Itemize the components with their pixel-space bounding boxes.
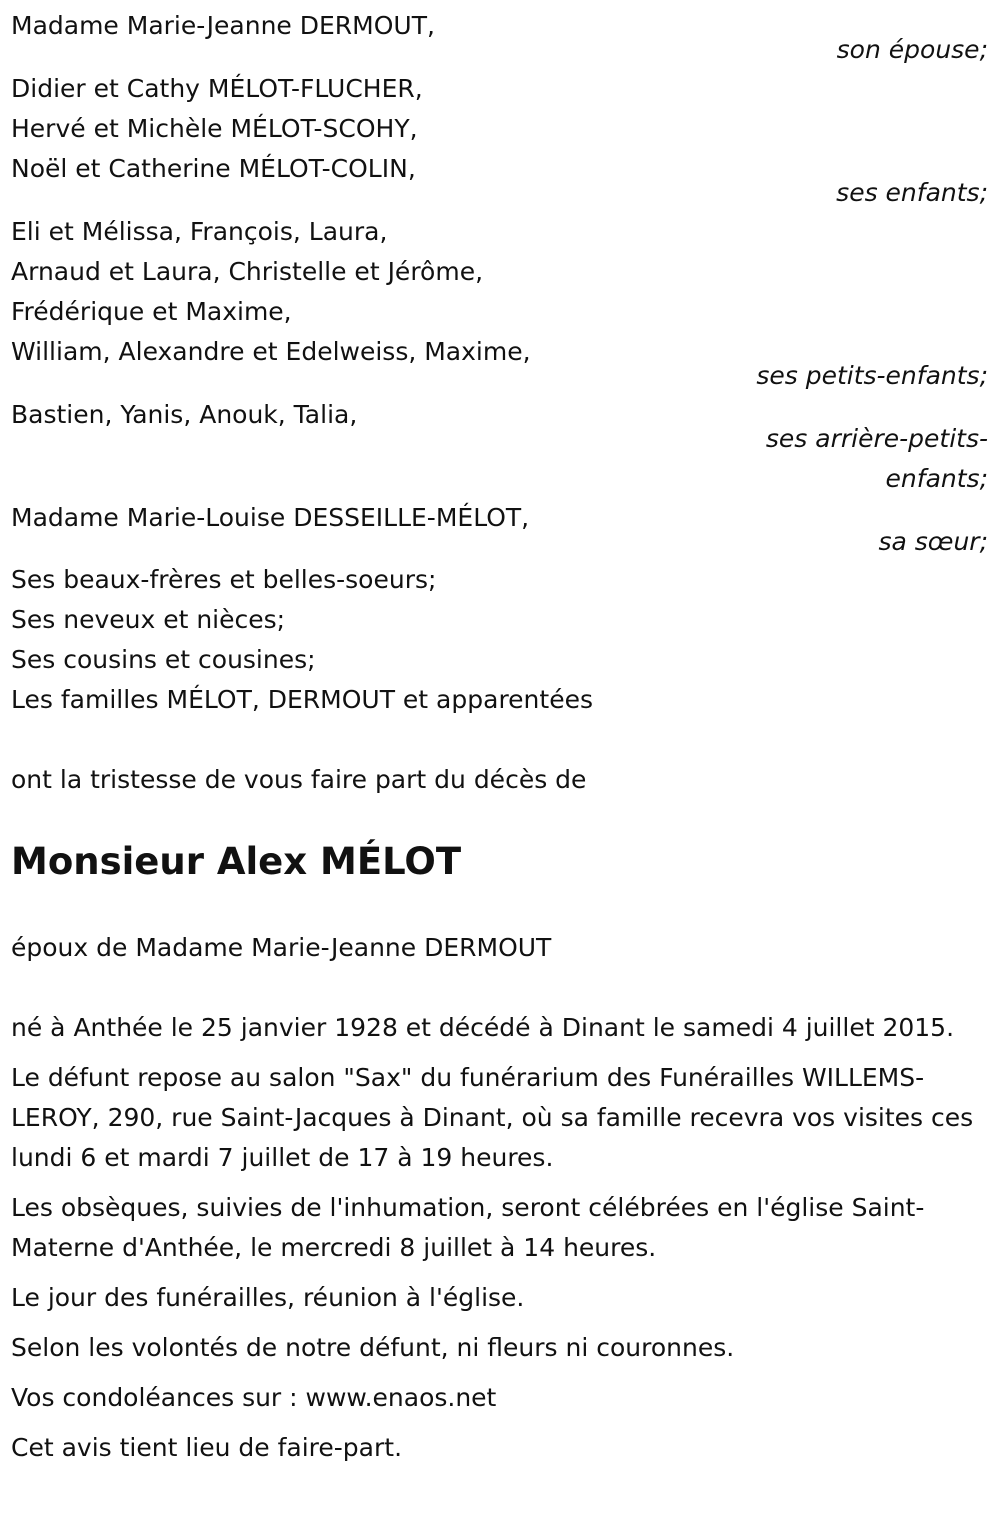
children-role: ses enfants; xyxy=(836,178,988,207)
spouse-block xyxy=(11,6,988,70)
children-block xyxy=(11,69,988,213)
family-line: Ses neveux et nièces; xyxy=(11,605,286,634)
deceased-name: Monsieur Alex MÉLOT xyxy=(11,840,462,883)
family-line: Ses beaux-frères et belles-soeurs; xyxy=(11,565,437,594)
family-block xyxy=(11,560,988,720)
child-line: Noël et Catherine MÉLOT-COLIN, xyxy=(11,154,416,183)
child-line: Didier et Cathy MÉLOT-FLUCHER, xyxy=(11,74,423,103)
grandchild-line: Frédérique et Maxime, xyxy=(11,297,292,326)
sister-role: sa sœur; xyxy=(878,527,988,556)
spouse-of-line: époux de Madame Marie-Jeanne DERMOUT xyxy=(11,933,552,962)
family-line: Ses cousins et cousines; xyxy=(11,645,316,674)
grandchild-line: Arnaud et Laura, Christelle et Jérôme, xyxy=(11,257,484,286)
family-line: Les familles MÉLOT, DERMOUT et apparentées xyxy=(11,685,593,714)
repose-paragraph: Le défunt repose au salon "Sax" du funérarium des Funérailles WILLEMS-LEROY, 290, rue Saint-Jacques à Dinant, où sa famille recevra vos visites ces lundi 6 et mardi 7 juillet de 17 à 19 heures. xyxy=(11,1063,974,1172)
spouse-role: son épouse; xyxy=(836,35,988,64)
child-line: Hervé et Michèle MÉLOT-SCOHY, xyxy=(11,114,418,143)
funeral-paragraph: Les obsèques, suivies de l'inhumation, seront célébrées en l'église Saint-Materne d'Anthée, le mercredi 8 juillet à 14 heures. xyxy=(11,1193,925,1262)
details-block xyxy=(11,1008,988,1478)
meeting-paragraph: Le jour des funérailles, réunion à l'église. xyxy=(11,1283,525,1312)
notice-paragraph: Cet avis tient lieu de faire-part. xyxy=(11,1433,403,1462)
birth-death-paragraph: né à Anthée le 25 janvier 1928 et décédé à Dinant le samedi 4 juillet 2015. xyxy=(11,1013,955,1042)
grandchildren-block xyxy=(11,212,988,396)
grandchildren-role: ses petits-enfants; xyxy=(756,361,988,390)
grandchild-line: William, Alexandre et Edelweiss, Maxime, xyxy=(11,337,531,366)
sister-block xyxy=(11,498,988,562)
announcement: ont la tristesse de vous faire part du décès de xyxy=(11,765,587,794)
great-grandchild-line: Bastien, Yanis, Anouk, Talia, xyxy=(11,400,358,429)
great-grandchildren-role-line2: enfants; xyxy=(885,464,988,493)
spouse-name: Madame Marie-Jeanne DERMOUT, xyxy=(11,11,435,40)
great-grandchildren-role-line1: ses arrière-petits- xyxy=(765,424,988,453)
wishes-paragraph: Selon les volontés de notre défunt, ni fleurs ni couronnes. xyxy=(11,1333,735,1362)
sister-name: Madame Marie-Louise DESSEILLE-MÉLOT, xyxy=(11,503,530,532)
grandchild-line: Eli et Mélissa, François, Laura, xyxy=(11,217,388,246)
great-grandchildren-block xyxy=(11,395,988,499)
condolences-paragraph: Vos condoléances sur : www.enaos.net xyxy=(11,1383,497,1412)
